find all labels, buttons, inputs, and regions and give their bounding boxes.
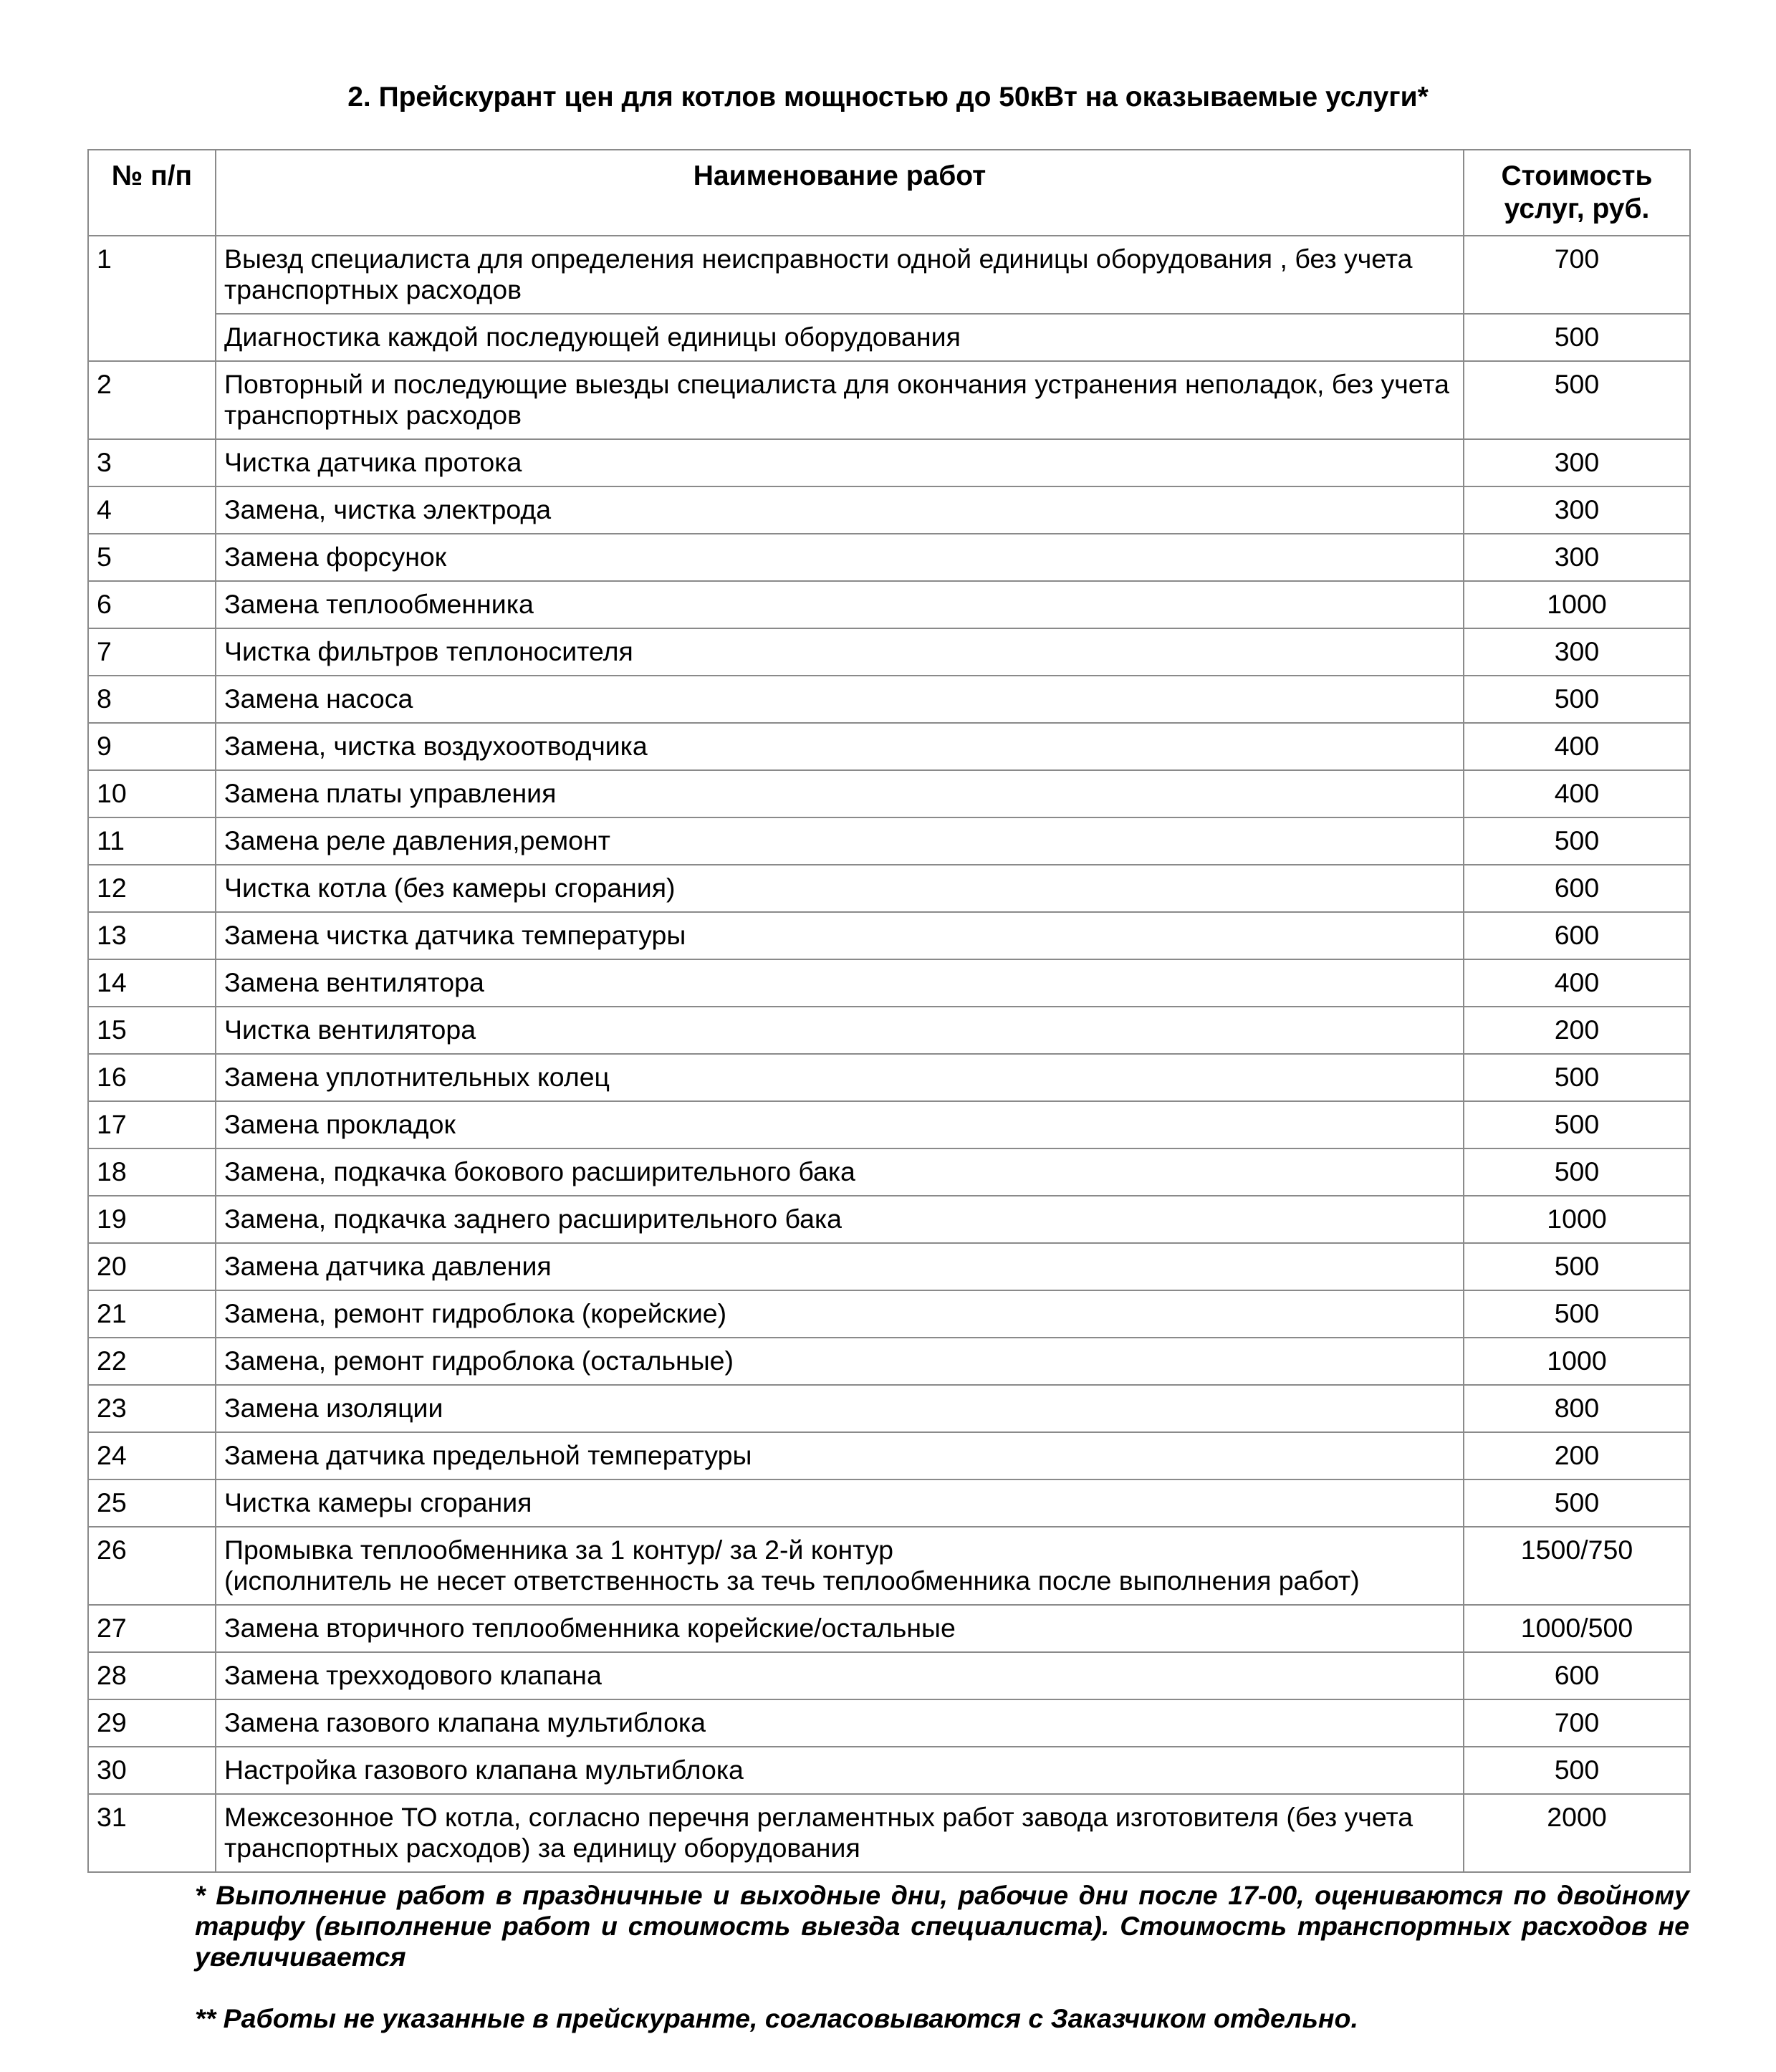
row-number: 25 [88,1479,216,1527]
service-price: 500 [1464,361,1690,439]
row-number: 20 [88,1243,216,1290]
service-price: 400 [1464,723,1690,770]
row-number: 13 [88,912,216,959]
service-name: Замена, ремонт гидроблока (остальные) [216,1338,1464,1385]
service-name: Чистка вентилятора [216,1007,1464,1054]
service-price: 1000 [1464,1196,1690,1243]
table-row [88,1338,1690,1385]
table-row [88,1699,1690,1747]
service-name: Замена платы управления [216,770,1464,817]
service-name: Замена, подкачка бокового расширительного бака [216,1148,1464,1196]
table-sub-row [88,314,1690,361]
service-price: 300 [1464,534,1690,581]
service-price: 600 [1464,1652,1690,1699]
service-name: Настройка газового клапана мультиблока [216,1747,1464,1794]
row-number: 6 [88,581,216,628]
service-price: 500 [1464,1148,1690,1196]
row-number: 23 [88,1385,216,1432]
service-name: Замена, подкачка заднего расширительного бака [216,1196,1464,1243]
service-name: Замена, чистка воздухоотводчика [216,723,1464,770]
table-row [88,817,1690,865]
column-header-name: Наименование работ [216,150,1464,236]
row-number: 29 [88,1699,216,1747]
service-name: Чистка датчика протока [216,439,1464,486]
table-header-row [88,150,1690,236]
row-number: 31 [88,1794,216,1872]
row-number: 3 [88,439,216,486]
row-number: 21 [88,1290,216,1338]
service-name-line: Промывка теплообменника за 1 контур/ за 2-й контур [224,1535,894,1565]
table-row [88,1479,1690,1527]
row-number: 7 [88,628,216,676]
service-price: 500 [1464,314,1690,361]
table-row [88,361,1690,439]
table-row [88,1054,1690,1101]
service-price: 500 [1464,1243,1690,1290]
service-price: 500 [1464,1479,1690,1527]
service-name: Выезд специалиста для определения неисправности одной единицы оборудования , без учета транспортных расходов [216,236,1464,314]
service-price: 200 [1464,1432,1690,1479]
page-title: 2. Прейскурант цен для котлов мощностью до 50кВт на оказываемые услуги* [347,82,1429,112]
service-price: 1000/500 [1464,1605,1690,1652]
row-number: 2 [88,361,216,439]
table-row [88,1432,1690,1479]
service-name: Замена насоса [216,676,1464,723]
service-name: Диагностика каждой последующей единицы оборудования [216,314,1464,361]
row-number: 1 [88,236,216,361]
column-header-number: № п/п [88,150,216,236]
service-name: Замена трехходового клапана [216,1652,1464,1699]
service-price: 1000 [1464,1338,1690,1385]
service-price: 300 [1464,628,1690,676]
service-price: 300 [1464,439,1690,486]
service-name: Замена уплотнительных колец [216,1054,1464,1101]
service-price: 600 [1464,912,1690,959]
table-row [88,581,1690,628]
price-table [87,149,1691,1873]
table-row [88,676,1690,723]
table-row [88,912,1690,959]
table-row [88,534,1690,581]
service-name: Замена форсунок [216,534,1464,581]
table-row [88,1148,1690,1196]
row-number: 15 [88,1007,216,1054]
service-price: 400 [1464,770,1690,817]
row-number: 27 [88,1605,216,1652]
service-price: 700 [1464,236,1690,314]
row-number: 10 [88,770,216,817]
service-name: Замена изоляции [216,1385,1464,1432]
table-row [88,770,1690,817]
row-number: 18 [88,1148,216,1196]
row-number: 30 [88,1747,216,1794]
row-number: 8 [88,676,216,723]
service-name: Замена датчика давления [216,1243,1464,1290]
table-row [88,628,1690,676]
table-row [88,1794,1690,1872]
row-number: 17 [88,1101,216,1148]
service-price: 300 [1464,486,1690,534]
service-price: 1500/750 [1464,1527,1690,1605]
table-row [88,723,1690,770]
service-price: 1000 [1464,581,1690,628]
service-name: Замена датчика предельной температуры [216,1432,1464,1479]
service-name: Замена реле давления,ремонт [216,817,1464,865]
service-price: 200 [1464,1007,1690,1054]
footnotes [195,1880,1689,2034]
service-price: 500 [1464,1054,1690,1101]
row-number: 16 [88,1054,216,1101]
row-number: 19 [88,1196,216,1243]
service-name: Замена, чистка электрода [216,486,1464,534]
service-name: Замена теплообменника [216,581,1464,628]
table-row [88,439,1690,486]
row-number: 12 [88,865,216,912]
service-price: 500 [1464,817,1690,865]
service-name: Замена вторичного теплообменника корейские/остальные [216,1605,1464,1652]
row-number: 9 [88,723,216,770]
service-name-note: (исполнитель не несет ответственность за течь теплообменника после выполнения работ) [224,1565,1360,1596]
service-price: 400 [1464,959,1690,1007]
table-body [88,236,1690,1872]
service-name: Чистка котла (без камеры сгорания) [216,865,1464,912]
service-name: Замена вентилятора [216,959,1464,1007]
footnote-unlisted-works: ** Работы не указанные в прейскуранте, согласовываются с Заказчиком отдельно. [195,2003,1358,2033]
service-name: Повторный и последующие выезды специалиста для окончания устранения неполадок, без учета транспортных расходов [216,361,1464,439]
table-row [88,1605,1690,1652]
table-row [88,1243,1690,1290]
service-name: Замена, ремонт гидроблока (корейские) [216,1290,1464,1338]
table-row [88,1007,1690,1054]
table-row [88,1747,1690,1794]
row-number: 4 [88,486,216,534]
table-row [88,959,1690,1007]
service-name [216,1527,1464,1605]
service-price: 2000 [1464,1794,1690,1872]
service-price: 500 [1464,1290,1690,1338]
service-name: Чистка камеры сгорания [216,1479,1464,1527]
row-number: 5 [88,534,216,581]
service-price: 600 [1464,865,1690,912]
row-number: 22 [88,1338,216,1385]
column-header-price: Стоимость услуг, руб. [1464,150,1690,236]
table-row [88,486,1690,534]
table-row [88,1101,1690,1148]
footnote-holiday-tariff: * Выполнение работ в праздничные и выходные дни, рабочие дни после 17-00, оцениваются по двойному тарифу (выполнение работ и стоимость выезда специалиста). Стоимость транспортных расходов не увеличивается [195,1880,1689,1972]
service-name: Межсезонное ТО котла, согласно перечня регламентных работ завода изготовителя (без учета транспортных расходов) за единицу оборудования [216,1794,1464,1872]
service-name: Замена прокладок [216,1101,1464,1148]
service-name: Чистка фильтров теплоносителя [216,628,1464,676]
table-row [88,1652,1690,1699]
row-number: 14 [88,959,216,1007]
service-price: 800 [1464,1385,1690,1432]
service-name: Замена газового клапана мультиблока [216,1699,1464,1747]
row-number: 24 [88,1432,216,1479]
row-number: 26 [88,1527,216,1605]
row-number: 28 [88,1652,216,1699]
table-row [88,1527,1690,1605]
table-row [88,1290,1690,1338]
service-price: 500 [1464,1101,1690,1148]
table-row [88,1196,1690,1243]
service-price: 700 [1464,1699,1690,1747]
service-price: 500 [1464,1747,1690,1794]
service-price: 500 [1464,676,1690,723]
row-number: 11 [88,817,216,865]
table-row [88,1385,1690,1432]
table-row [88,236,1690,314]
table-row [88,865,1690,912]
service-name: Замена чистка датчика температуры [216,912,1464,959]
